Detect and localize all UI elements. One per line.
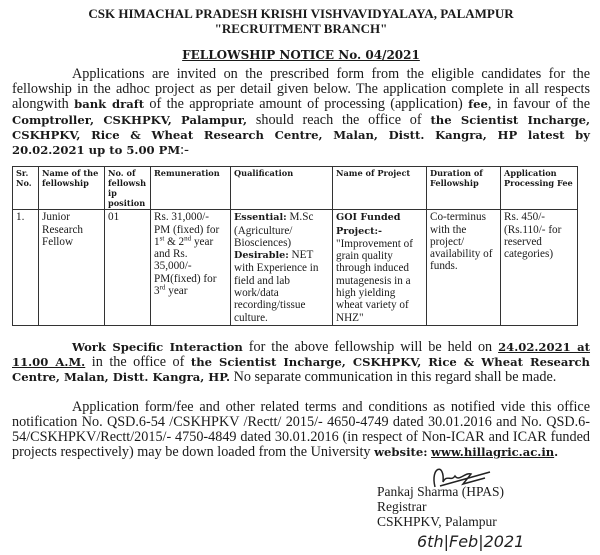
handwritten-date: 6th|Feb|2021 [417,532,525,552]
col-header: Remuneration [151,167,231,210]
col-header: Name of the fellowship [39,167,105,210]
signatory-org: CSKHPKV, Palampur [377,514,497,530]
cell-remuneration: Rs. 31,000/- PM (fixed) for 1st & 2nd year and Rs. 35,000/- PM(fixed) for 3rd year [151,210,231,326]
cell-name: Junior Research Fellow [39,210,105,326]
cell-fee: Rs. 450/- (Rs.110/- for reserved categories) [501,210,578,326]
cell-qualification: Essential: M.Sc (Agriculture/ Biosciences) Desirable: NET with Experience in field and lab work/data recording/tissue culture. [231,210,333,326]
signatory-designation: Registrar [377,499,427,515]
notice-title: FELLOWSHIP NOTICE No. 04/2021 [182,48,420,62]
website-link[interactable]: www.hillagric.ac.in [431,445,555,460]
terms-paragraph: Application form/fee and other related terms and conditions as notified vide this office notification No. QSD.6-54 /CSKHPKV /Rectt/ 2015/- 4650-4749 dated 30.01.2016 and No. QSD.6-54/CSKHPKV/Rectt/2015/- 4750-4849 dated 30.01.2016 (in respect of Non-ICAR and ICAR funded projects respectively) may be down loaded from the University website: www.hillagric.ac.in. [12,398,590,461]
cell-positions: 01 [105,210,151,326]
university-name: CSK HIMACHAL PRADESH KRISHI VISHVAVIDYALAYA, PALAMPUR [88,6,514,21]
table-header-row [13,167,578,210]
col-header: Qualification [231,167,333,210]
col-header: Name of Project [333,167,427,210]
col-header: No. of fellowship position [105,167,151,210]
signature-block [377,476,590,551]
col-header: Duration of Fellowship [427,167,501,210]
interaction-paragraph: Work Specific Interaction for the above fellowship will be held on 24.02.2021 at 11.00 A.M. in the office of the Scientist Incharge, CSKHPKV, Rice & Wheat Research Centre, Malan, Distt. Kangra, HP. No separate communication in this regard shall be made. [12,338,591,386]
col-header: Application Processing Fee [501,167,578,210]
cell-duration: Co-terminus with the project/ availability of funds. [427,210,501,326]
col-header: Sr. No. [13,167,39,210]
intro-paragraph: Applications are invited on the prescribed form from the eligible candidates for the fellowship in the adhoc project as per detail given below. The application complete in all respects alongwith bank draft of the appropriate amount of processing (application) fee, in favour of the Comptroller, CSKHPKV, Palampur, should reach the office of the Scientist Incharge, CSKHPKV, Rice & Wheat Research Centre, Malan, Distt. Kangra, HP latest by 20.02.2021 up to 5.00 PM:- [12,66,590,159]
fellowship-table [12,166,578,326]
table-row [13,210,578,326]
cell-project: GOI Funded Project:- "Improvement of grain quality through induced mutagenesis in a high yielding wheat variety of NHZ" [333,210,427,326]
cell-sr: 1. [13,210,39,326]
signatory-name: Pankaj Sharma (HPAS) [377,484,504,500]
branch-name: "RECRUITMENT BRANCH" [214,21,388,36]
